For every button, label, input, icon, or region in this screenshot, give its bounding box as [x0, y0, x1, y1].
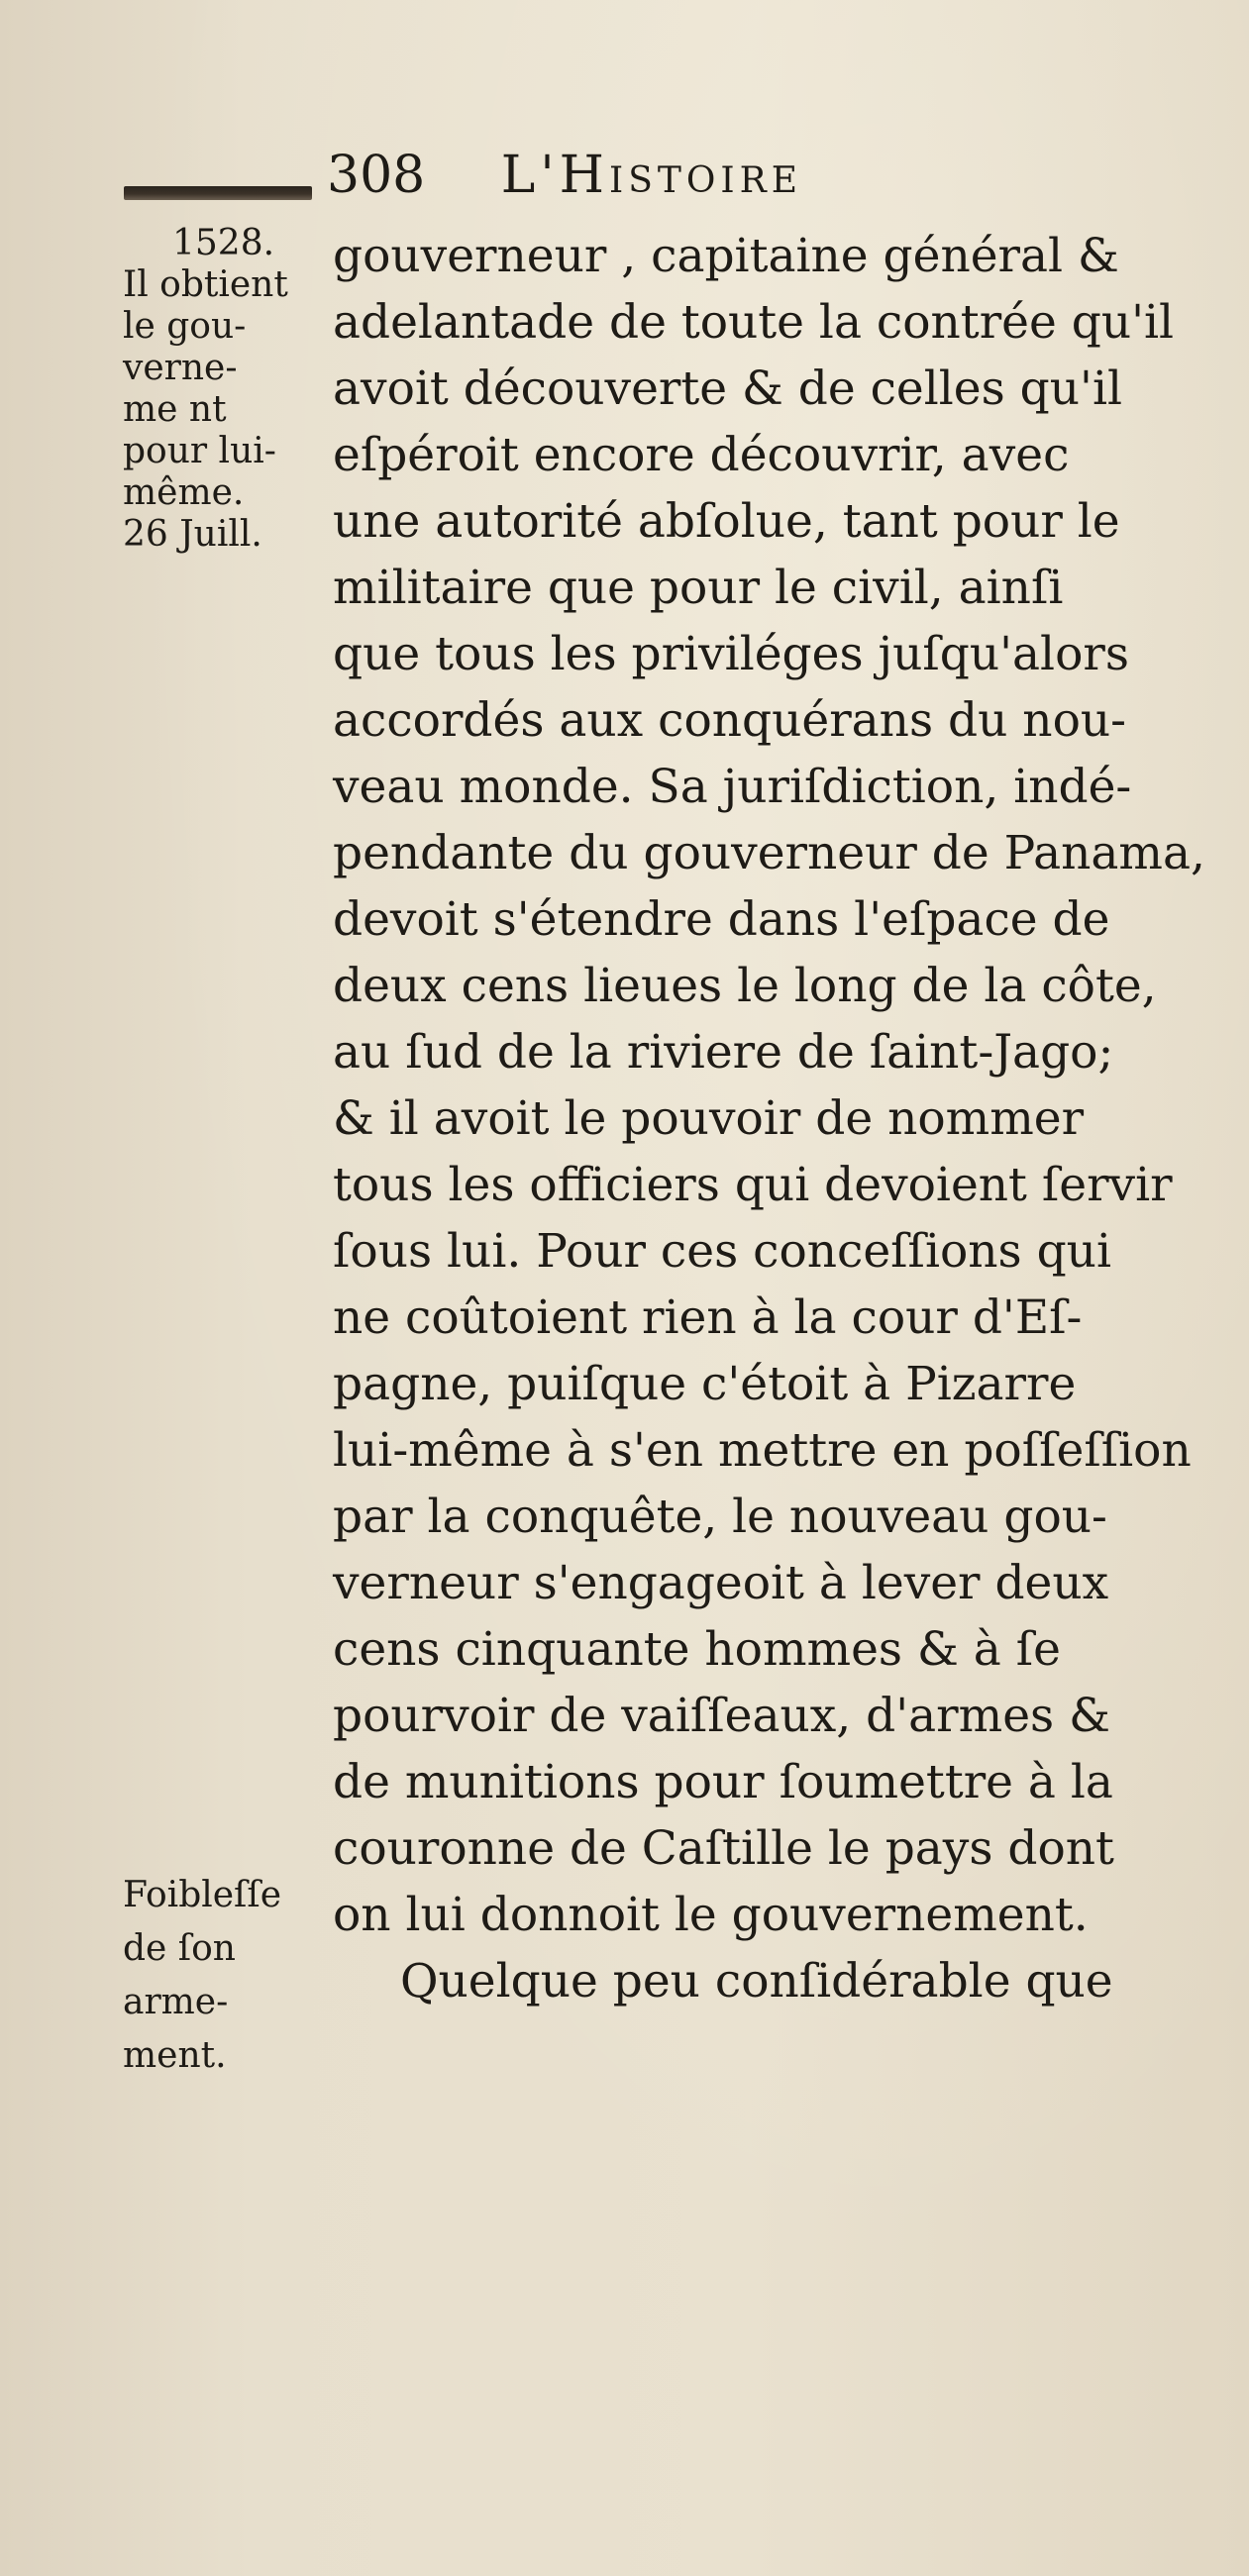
running-head: [327, 141, 802, 210]
margin-note-line: verne-: [123, 348, 238, 388]
text-line: une autorité abſolue, tant pour le: [333, 494, 1120, 549]
text-line: militaire que pour le civil, ainſi: [333, 561, 1064, 615]
text-line: verneur s'engageoit à lever deux: [333, 1556, 1109, 1610]
margin-note-line: me nt: [123, 389, 227, 430]
text-line: devoit s'étendre dans l'eſpace de: [333, 892, 1110, 947]
text-line: avoit découverte & de celles qu'il: [333, 361, 1123, 416]
margin-note-line: de ſon: [123, 1928, 236, 1969]
text-line: on lui donnoit le gouvernement.: [333, 1888, 1089, 1942]
text-line: pendante du gouverneur de Panama,: [333, 826, 1205, 880]
text-line: au ſud de la riviere de ſaint-Jago;: [333, 1025, 1114, 1080]
text-line: pagne, puiſque c'étoit à Pizarre: [333, 1357, 1077, 1411]
text-line: tous les officiers qui devoient ſervir: [333, 1158, 1173, 1212]
text-line: deux cens lieues le long de la côte,: [333, 959, 1157, 1013]
text-line: & il avoit le pouvoir de nommer: [333, 1091, 1085, 1146]
margin-note-date: 1528.: [172, 223, 275, 263]
head-rule: [124, 186, 312, 200]
margin-note-line: ment.: [123, 2035, 227, 2076]
margin-note-line: le gou-: [123, 306, 247, 347]
text-line: pourvoir de vaiſſeaux, d'armes &: [333, 1689, 1110, 1743]
margin-note-line: pour lui-: [123, 431, 276, 471]
text-line: adelantade de toute la contrée qu'il: [333, 295, 1175, 350]
margin-note-line: Il obtient: [123, 264, 288, 305]
text-line: ne coûtoient rien à la cour d'Eſ-: [333, 1290, 1083, 1345]
text-line: gouverneur , capitaine général &: [333, 229, 1119, 283]
text-line: accordés aux conquérans du nou-: [333, 693, 1127, 748]
page-number: 308: [327, 146, 426, 205]
margin-note-line: même.: [123, 472, 245, 513]
margin-note-date: 26 Juill.: [123, 514, 262, 555]
text-line: lui-même à s'en mettre en poſſeſſion: [333, 1423, 1192, 1478]
text-line: que tous les priviléges juſqu'alors: [333, 627, 1129, 681]
margin-note-line: Foibleſſe: [123, 1875, 282, 1915]
margin-note-line: arme-: [123, 1982, 229, 2022]
running-title: L'Histoire: [500, 146, 802, 205]
text-line: de munitions pour ſoumettre à la: [333, 1755, 1113, 1809]
text-line: cens cinquante hommes & à ſe: [333, 1622, 1061, 1677]
text-line-paragraph-start: Quelque peu conſidérable que: [400, 1954, 1113, 2009]
text-line: couronne de Caſtille le pays dont: [333, 1821, 1114, 1876]
text-line: ſous lui. Pour ces conceſſions qui: [333, 1224, 1111, 1279]
text-line: eſpéroit encore découvrir, avec: [333, 428, 1070, 482]
text-line: veau monde. Sa juriſdiction, indé-: [333, 760, 1132, 814]
text-line: par la conquête, le nouveau gou-: [333, 1490, 1107, 1544]
